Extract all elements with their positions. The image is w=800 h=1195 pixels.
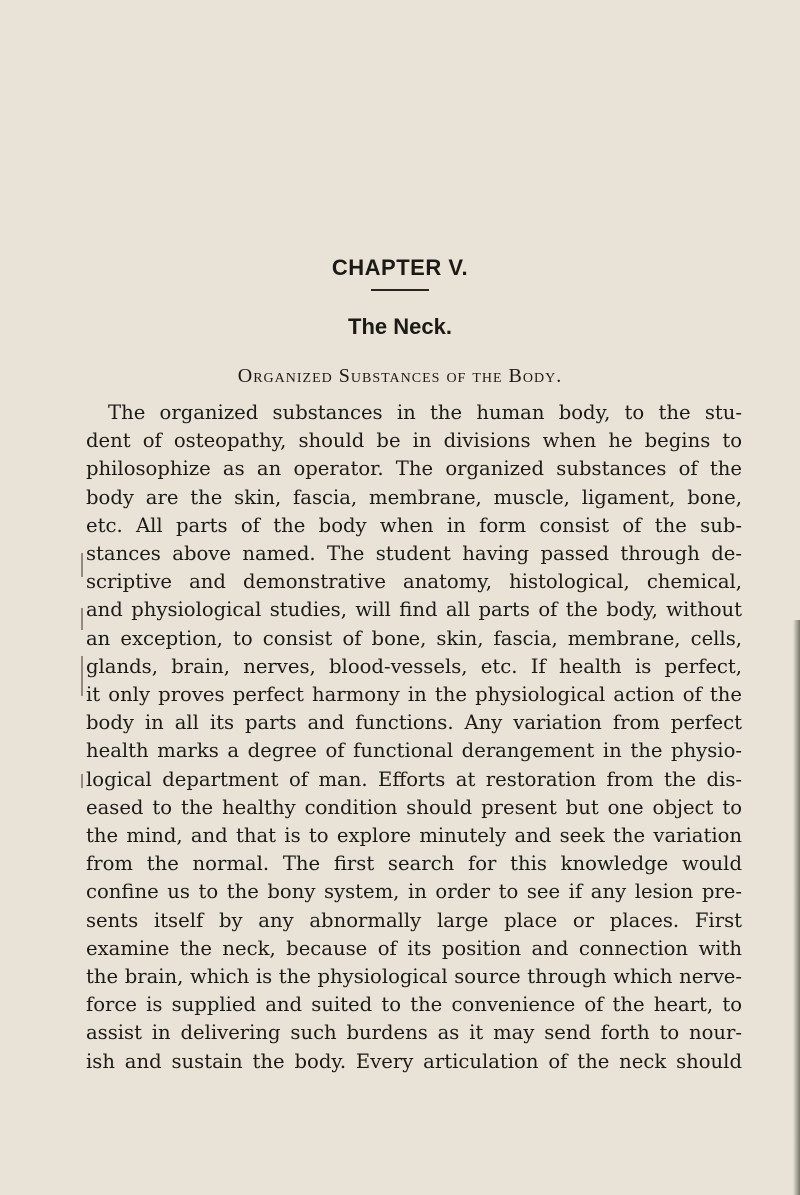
text-line: examine the neck, because of its position and connection with: [86, 936, 742, 960]
chapter-heading: CHAPTER V.: [331, 255, 469, 280]
text-line: the mind, and that is to explore minutely and seek the variation: [86, 824, 742, 848]
chapter-title: The Neck.: [348, 314, 452, 339]
text-line: stances above named. The student having passed through de-: [86, 542, 742, 566]
text-line: body in all its parts and functions. Any variation from perfect: [86, 711, 742, 735]
text-line: and physiological studies, will find all parts of the body, without: [86, 598, 742, 622]
margin-ink-mark: [81, 553, 83, 577]
text-line: eased to the healthy condition should present but one object to: [86, 795, 742, 819]
text-line: ish and sustain the body. Every articulation of the neck should: [86, 1049, 742, 1073]
text-line: sents itself by any abnormally large place or places. First: [86, 908, 742, 932]
text-line: the brain, which is the physiological source through which nerve-: [86, 965, 742, 989]
text-line: from the normal. The first search for this knowledge would: [86, 852, 742, 876]
text-line: dent of osteopathy, should be in divisions when he begins to: [86, 429, 742, 453]
text-line: health marks a degree of functional derangement in the physio-: [86, 739, 742, 763]
page-edge-shadow: [793, 620, 800, 1195]
text-line: it only proves perfect harmony in the physiological action of the: [86, 683, 742, 707]
title-divider-rule: [371, 289, 429, 291]
text-line: assist in delivering such burdens as it may send forth to nour-: [86, 1021, 742, 1045]
text-line: force is supplied and suited to the convenience of the heart, to: [86, 993, 742, 1017]
section-subheading: Organized Substances of the Body.: [237, 365, 563, 387]
text-line: etc. All parts of the body when in form consist of the sub-: [86, 513, 742, 537]
text-line: logical department of man. Efforts at restoration from the dis-: [86, 767, 742, 791]
text-line: The organized substances in the human body, to the stu-: [108, 401, 742, 424]
margin-ink-mark: [81, 774, 83, 788]
text-line: scriptive and demonstrative anatomy, histological, chemical,: [86, 570, 742, 594]
text-line: body are the skin, fascia, membrane, muscle, ligament, bone,: [86, 485, 742, 509]
margin-ink-mark: [81, 608, 83, 630]
margin-ink-mark: [81, 656, 83, 696]
body-paragraph: [86, 399, 742, 1076]
text-line: confine us to the bony system, in order to see if any lesion pre-: [86, 880, 742, 904]
text-line: glands, brain, nerves, blood-vessels, etc. If health is perfect,: [86, 654, 742, 678]
text-line: an exception, to consist of bone, skin, fascia, membrane, cells,: [86, 626, 742, 650]
text-line: philosophize as an operator. The organized substances of the: [86, 457, 742, 481]
